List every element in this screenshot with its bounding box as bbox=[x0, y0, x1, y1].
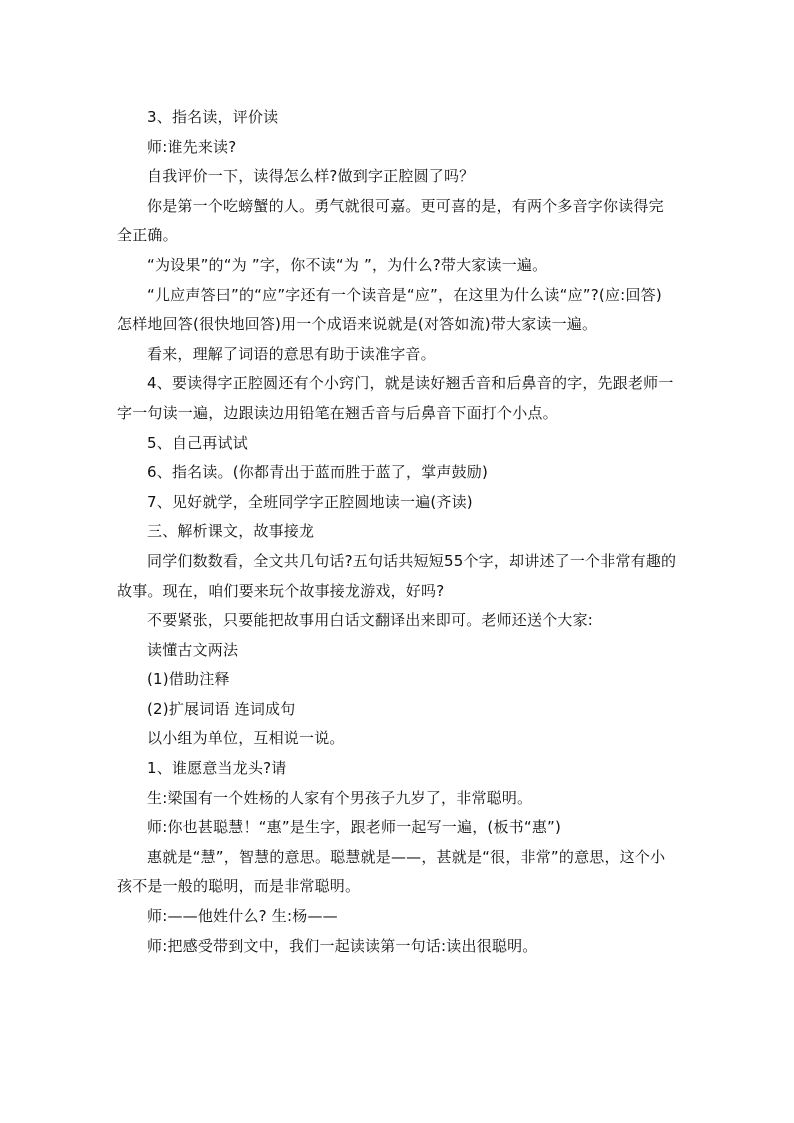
paragraph: 5、自己再试试 bbox=[147, 433, 248, 452]
paragraph: 你是第一个吃螃蟹的人。勇气就很可嘉。更可喜的是，有两个多音字你读得完全正确。 bbox=[117, 196, 664, 245]
document-body bbox=[117, 103, 677, 961]
paragraph: 6、指名读。(你都青出于蓝而胜于蓝了，掌声鼓励) bbox=[147, 463, 489, 482]
paragraph: 读懂古文两法 bbox=[147, 640, 239, 659]
paragraph: 师:你也甚聪慧！“惠”是生字，跟老师一起写一遍，(板书“惠”) bbox=[147, 818, 562, 837]
paragraph: 同学们数数看，全文共几句话?五句话共短短55个字，却讲述了一个非常有趣的故事。现在，咱们要来玩个故事接龙游戏，好吗? bbox=[117, 551, 677, 600]
paragraph: 惠就是“慧”，智慧的意思。聪慧就是——，甚就是“很，非常”的意思，这个小孩不是一般的聪明，而是非常聪明。 bbox=[117, 847, 666, 896]
paragraph: “儿应声答曰”的“应”字还有一个读音是“应”，在这里为什么读“应”?(应:回答)怎样地回答(很快地回答)用一个成语来说就是(对答如流)带大家读一遍。 bbox=[117, 285, 662, 334]
paragraph: 不要紧张，只要能把故事用白话文翻译出来即可。老师还送个大家: bbox=[147, 611, 594, 630]
paragraph: 4、要读得字正腔圆还有个小窍门，就是读好翘舌音和后鼻音的字，先跟老师一字一句读一遍，边跟读边用铅笔在翘舌音与后鼻音下面打个小点。 bbox=[117, 374, 674, 422]
paragraph: 以小组为单位，互相说一说。 bbox=[147, 729, 345, 748]
paragraph: 生:梁国有一个姓杨的人家有个男孩子九岁了，非常聪明。 bbox=[147, 788, 533, 807]
paragraph: (1)借助注释 bbox=[147, 670, 230, 689]
paragraph: (2)扩展词语 连词成句 bbox=[147, 699, 296, 718]
paragraph: 自我评价一下，读得怎么样?做到字正腔圆了吗？ bbox=[147, 167, 475, 186]
paragraph: 师:——他姓什么? 生:杨—— bbox=[147, 907, 338, 926]
paragraph: 1、谁愿意当龙头?请 bbox=[147, 759, 287, 778]
paragraph: “为设果”的“为 ”字，你不读“为 ”，为什么?带大家读一遍。 bbox=[147, 255, 548, 274]
paragraph: 师:谁先来读? bbox=[147, 137, 237, 156]
paragraph: 7、见好就学，全班同学字正腔圆地读一遍(齐读) bbox=[147, 492, 473, 511]
paragraph: 3、指名读，评价读 bbox=[147, 108, 279, 126]
paragraph: 师:把感受带到文中，我们一起读读第一句话:读出很聪明。 bbox=[147, 936, 538, 955]
paragraph: 看来，理解了词语的意思有助于读准字音。 bbox=[147, 344, 436, 363]
section-heading: 三、解析课文，故事接龙 bbox=[147, 522, 315, 541]
